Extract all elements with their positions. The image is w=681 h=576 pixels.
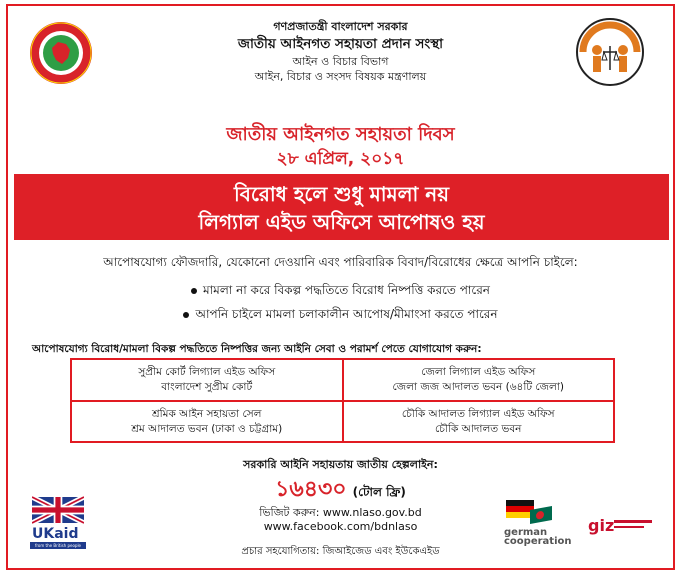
slogan-banner <box>14 174 669 240</box>
office-place: শ্রম আদালত ভবন (ঢাকা ও চট্টগ্রাম) <box>131 422 283 435</box>
website-link: ভিজিট করুন: www.nlaso.gov.bd <box>259 506 422 519</box>
bullet-dot-icon <box>191 288 197 294</box>
union-jack-icon <box>32 496 84 524</box>
bullet-dot-icon <box>183 312 189 318</box>
bullet-item <box>8 282 673 302</box>
toll-free-note: (টোল ফ্রি) <box>352 485 406 499</box>
government-name: গণপ্রজাতন্ত্রী বাংলাদেশ সরকার <box>273 20 408 33</box>
office-cell <box>71 401 343 443</box>
slogan-line-1: বিরোধ হলে শুধু মামলা নয় <box>233 182 450 206</box>
giz-bar-icon <box>614 526 644 528</box>
bullet-item <box>8 306 673 326</box>
german-cooperation-logo <box>500 494 570 554</box>
ukaid-tagline: from the British people <box>30 542 86 549</box>
ukaid-logo <box>30 496 88 549</box>
bullet-text: মামলা না করে বিকল্প পদ্ধতিতে বিরোধ নিষ্পত্তি করতে পারেন <box>203 283 490 297</box>
office-cell <box>71 359 343 401</box>
office-place: জেলা জজ আদালত ভবন (৬৪টি জেলা) <box>392 381 565 393</box>
agency-name: জাতীয় আইনগত সহায়তা প্রদান সংস্থা <box>237 36 444 52</box>
hotline-label: সরকারি আইনি সহায়তায় জাতীয় হেল্পলাইন: <box>243 458 438 471</box>
bullet-text: আপনি চাইলে মামলা চলাকালীন আপোষ/মীমাংসা করতে পারেন <box>195 307 498 321</box>
giz-logo <box>586 502 658 546</box>
office-table <box>70 358 615 443</box>
ukaid-wordmark: UKaid <box>32 526 79 542</box>
division-name: আইন ও বিচার বিভাগ <box>292 55 389 68</box>
advertisement-frame <box>6 4 675 570</box>
slogan-line-2: লিগ্যাল এইড অফিসে আপোষও হয় <box>198 210 485 234</box>
giz-bar-icon <box>614 520 652 523</box>
office-name: সুপ্রীম কোর্ট লিগ্যাল এইড অফিস <box>138 366 276 378</box>
sponsor-text: প্রচার সহযোগিতায়: জিআইজেড এবং ইউকেএইড <box>241 546 440 557</box>
facebook-link: www.facebook.com/bdnlaso <box>263 520 418 533</box>
office-name: শ্রমিক আইন সহায়তা সেল <box>152 407 262 420</box>
event-date: ২৮ এপ্রিল, ২০১৭ <box>276 149 405 169</box>
office-name: জেলা লিগ্যাল এইড অফিস <box>421 366 536 378</box>
giz-wordmark: giz <box>588 516 615 535</box>
contact-heading: আপোষযোগ্য বিরোধ/মামলা বিকল্প পদ্ধতিতে নিষ্পত্তির জন্য আইনি সেবা ও পরামর্শ পেতে যোগাযোগ করুন: <box>32 343 482 355</box>
office-name: চৌকি আদালত লিগ্যাল এইড অফিস <box>401 407 555 420</box>
german-cooperation-wordmark: german cooperation <box>504 527 572 547</box>
office-cell <box>343 359 615 401</box>
bangladesh-flag-icon <box>530 506 552 524</box>
office-cell <box>343 401 615 443</box>
hotline-number: ১৬৪৩০ <box>275 477 347 502</box>
office-place: বাংলাদেশ সুপ্রীম কোর্ট <box>161 381 253 393</box>
ministry-name: আইন, বিচার ও সংসদ বিষয়ক মন্ত্রণালয় <box>254 70 427 83</box>
intro-text: আপোষযোগ্য ফৌজদারি, যেকোনো দেওয়ানি এবং পারিবারিক বিবাদ/বিরোধের ক্ষেত্রে আপনি চাইলে: <box>103 255 578 269</box>
office-place: চৌকি আদালত ভবন <box>435 422 522 435</box>
event-title: জাতীয় আইনগত সহায়তা দিবস <box>226 124 455 145</box>
